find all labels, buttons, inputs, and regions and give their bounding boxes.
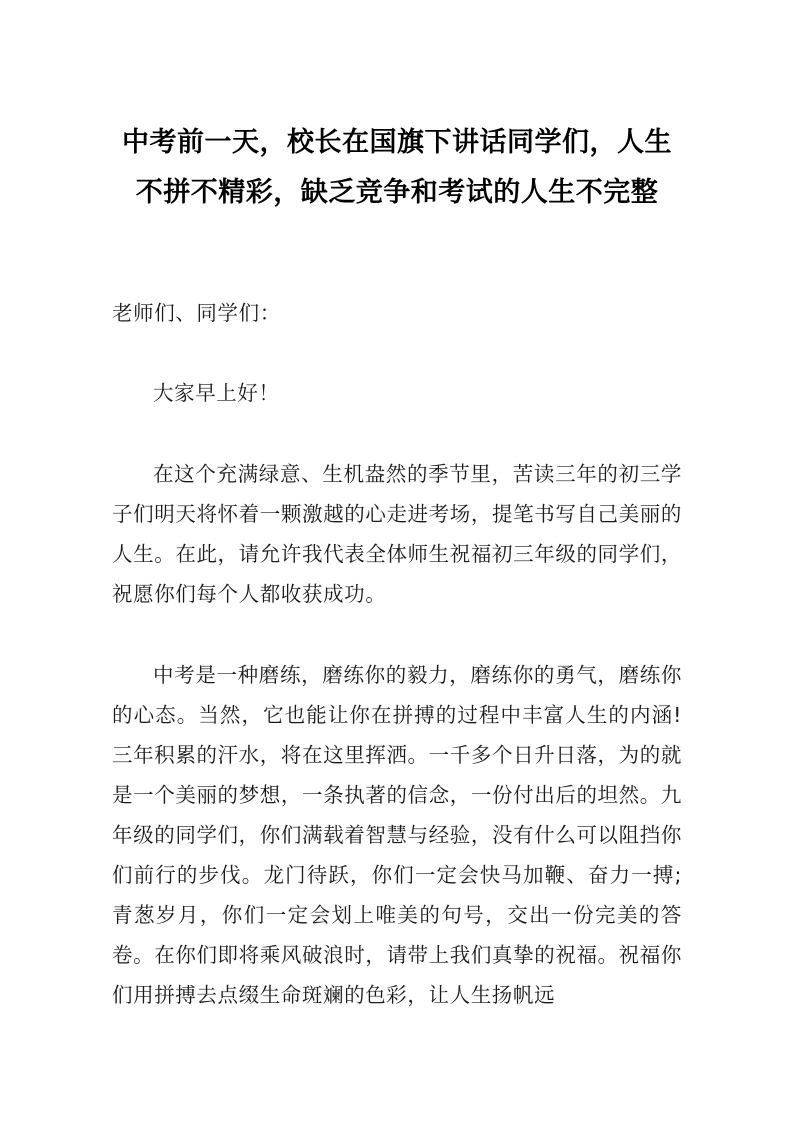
document-content [112,0,682,1015]
salutation: 老师们、同学们： [112,301,281,325]
body-paragraph-1: 在这个充满绿意、生机盎然的季节里，苦读三年的初三学子们明天将怀着一颗激越的心走进考场，提笔书写自己美丽的人生。在此，请允许我代表全体师生祝福初三年级的同学们，祝愿你们每个人都收获成功。 [112,462,682,606]
body-paragraph-2: 中考是一种磨练，磨练你的毅力，磨练你的勇气，磨练你的心态。当然，它也能让你在拼搏的过程中丰富人生的内涵!三年积累的汗水，将在这里挥洒。一千多个日升日落，为的就是一个美丽的梦想，一条执著的信念，一份付出后的坦然。九年级的同学们，你们满载着智慧与经验，没有什么可以阻挡你们前行的步伐。龙门待跃，你们一定会快马加鞭、奋力一搏;青葱岁月，你们一定会划上唯美的句号，交出一份完美的答卷。在你们即将乘风破浪时，请带上我们真挚的祝福。祝福你们用拼搏去点缀生命斑斓的色彩，让人生扬帆远 [112,663,682,1007]
page-title: 中考前一天，校长在国旗下讲话同学们，人生不拼不精彩，缺乏竞争和考试的人生不完整 [122,127,672,208]
greeting-line: 大家早上好！ [153,381,280,405]
